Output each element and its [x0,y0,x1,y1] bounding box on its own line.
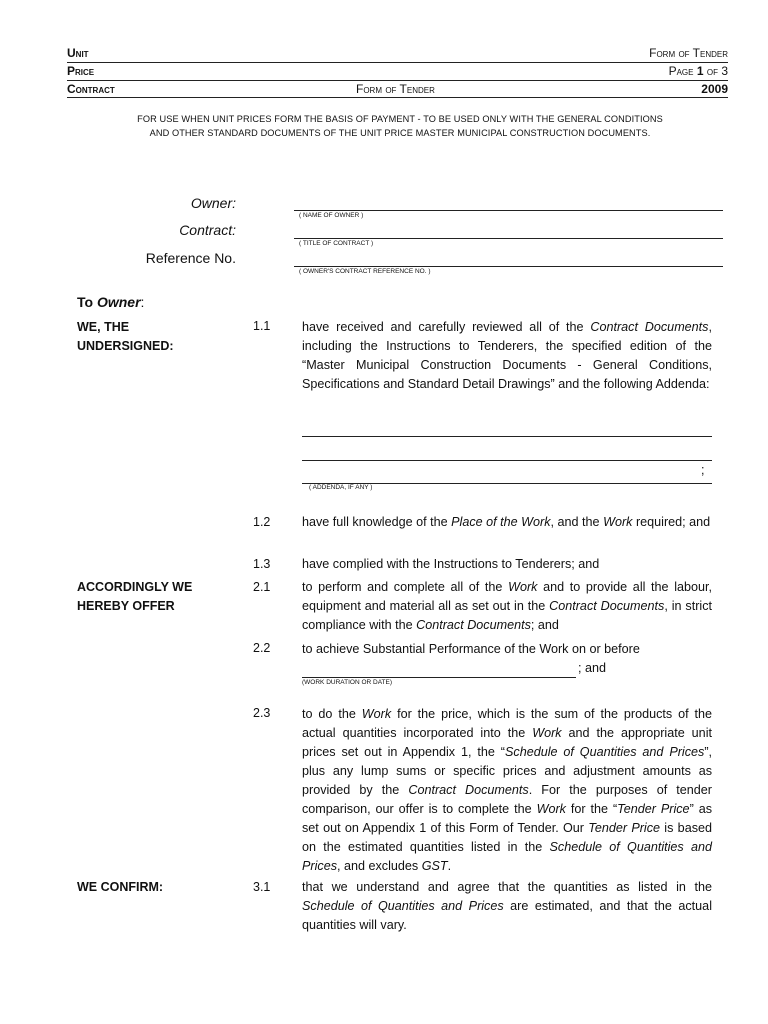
reference-caption: ( OWNER'S CONTRACT REFERENCE NO. ) [299,268,431,275]
clause-1-2: have full knowledge of the Place of the Work, and the Work required; and [302,515,711,529]
addenda-line[interactable] [302,460,712,461]
clause-number: 2.3 [253,706,271,720]
work-duration-caption: (WORK DURATION OR DATE) [302,679,393,686]
clause-number: 2.2 [253,641,271,655]
clause-1-3: have complied with the Instructions to Tenderers; and [302,557,600,571]
header-left-line2: Price [67,64,95,78]
clause-number: 1.2 [253,515,271,529]
accordingly-heading-line1: ACCORDINGLY WE [77,580,193,594]
header-year: 2009 [701,82,728,96]
notice-line2: AND OTHER STANDARD DOCUMENTS OF THE UNIT PRICE MASTER MUNICIPAL CONSTRUCTION DOCUMENTS. [149,128,651,138]
header-page-number [669,64,728,79]
page-prefix: Page [668,64,694,78]
we-undersigned-heading-line2: UNDERSIGNED: [77,339,174,353]
clause-1-1: have received and carefully reviewed all of the Contract Documents, including the Instructions to Tenderers, the specified edition of the “Master Municipal Construction Documents - General Conditions, Specifications and Standard Detail Drawings” and the following Addenda: [302,320,712,391]
clause-number: 1.3 [253,557,271,571]
reference-field[interactable] [294,266,723,267]
we-confirm-heading: WE CONFIRM: [77,880,164,894]
reference-label: Reference No. [145,250,236,266]
header-rule [67,62,728,63]
header-left-line1: Unit [67,46,89,60]
notice-line1: FOR USE WHEN UNIT PRICES FORM THE BASIS OF PAYMENT - TO BE USED ONLY WITH THE GENERAL CONDITIONS [137,114,663,124]
work-duration-tail: ; and [578,661,607,675]
contract-caption: ( TITLE OF CONTRACT ) [299,240,374,247]
clause-3-1: that we understand and agree that the quantities as listed in the Schedule of Quantities and Prices are estimated, and that the actual quantities will vary. [302,880,712,932]
to-owner-heading: To Owner: [77,294,145,310]
clause-2-1: to perform and complete all of the Work and to provide all the labour, equipment and material all as set out in the Contract Documents, in strict compliance with the Contract Documents; and [302,580,713,632]
header-rule [67,80,728,81]
owner-label: Owner: [190,195,236,211]
we-undersigned-heading-line1: WE, THE [77,320,130,334]
header-rule [67,97,728,98]
clause-number: 3.1 [253,880,271,894]
addenda-semicolon: ; [701,463,705,477]
contract-field[interactable] [294,238,723,239]
contract-label: Contract: [179,222,236,238]
header-center-title: Form of Tender [356,82,435,96]
accordingly-heading-line2: HEREBY OFFER [77,599,175,613]
clause-number: 2.1 [253,580,271,594]
page-of: of 3 [706,64,728,78]
addenda-caption: ( ADDENDA, IF ANY ) [309,484,373,491]
clause-number: 1.1 [253,319,271,333]
addenda-line[interactable] [302,436,712,437]
owner-field[interactable] [294,210,723,211]
work-duration-line[interactable] [302,677,576,678]
page-num: 1 [696,64,704,78]
clause-2-3: to do the Work for the price, which is the sum of the products of the actual quantities incorporated into the Work and the appropriate unit prices set out in Appendix 1, the “Schedule of Quantities and Prices”, plus any lump sums or specific prices and adjustment amounts as provided by the Contract Documents. For the purposes of tender comparison, our offer is to complete the Work for the “Tender Price” as set out on Appendix 1 of this Form of Tender. Our Tender Price is based on the estimated quantities listed in the Schedule of Quantities and Prices, and excludes GST. [302,707,713,873]
clause-2-2: to achieve Substantial Performance of the Work on or before [302,642,640,656]
header-right-title: Form of Tender [649,46,728,60]
header-left-line3: Contract [67,82,115,96]
owner-caption: ( NAME OF OWNER ) [299,212,364,219]
